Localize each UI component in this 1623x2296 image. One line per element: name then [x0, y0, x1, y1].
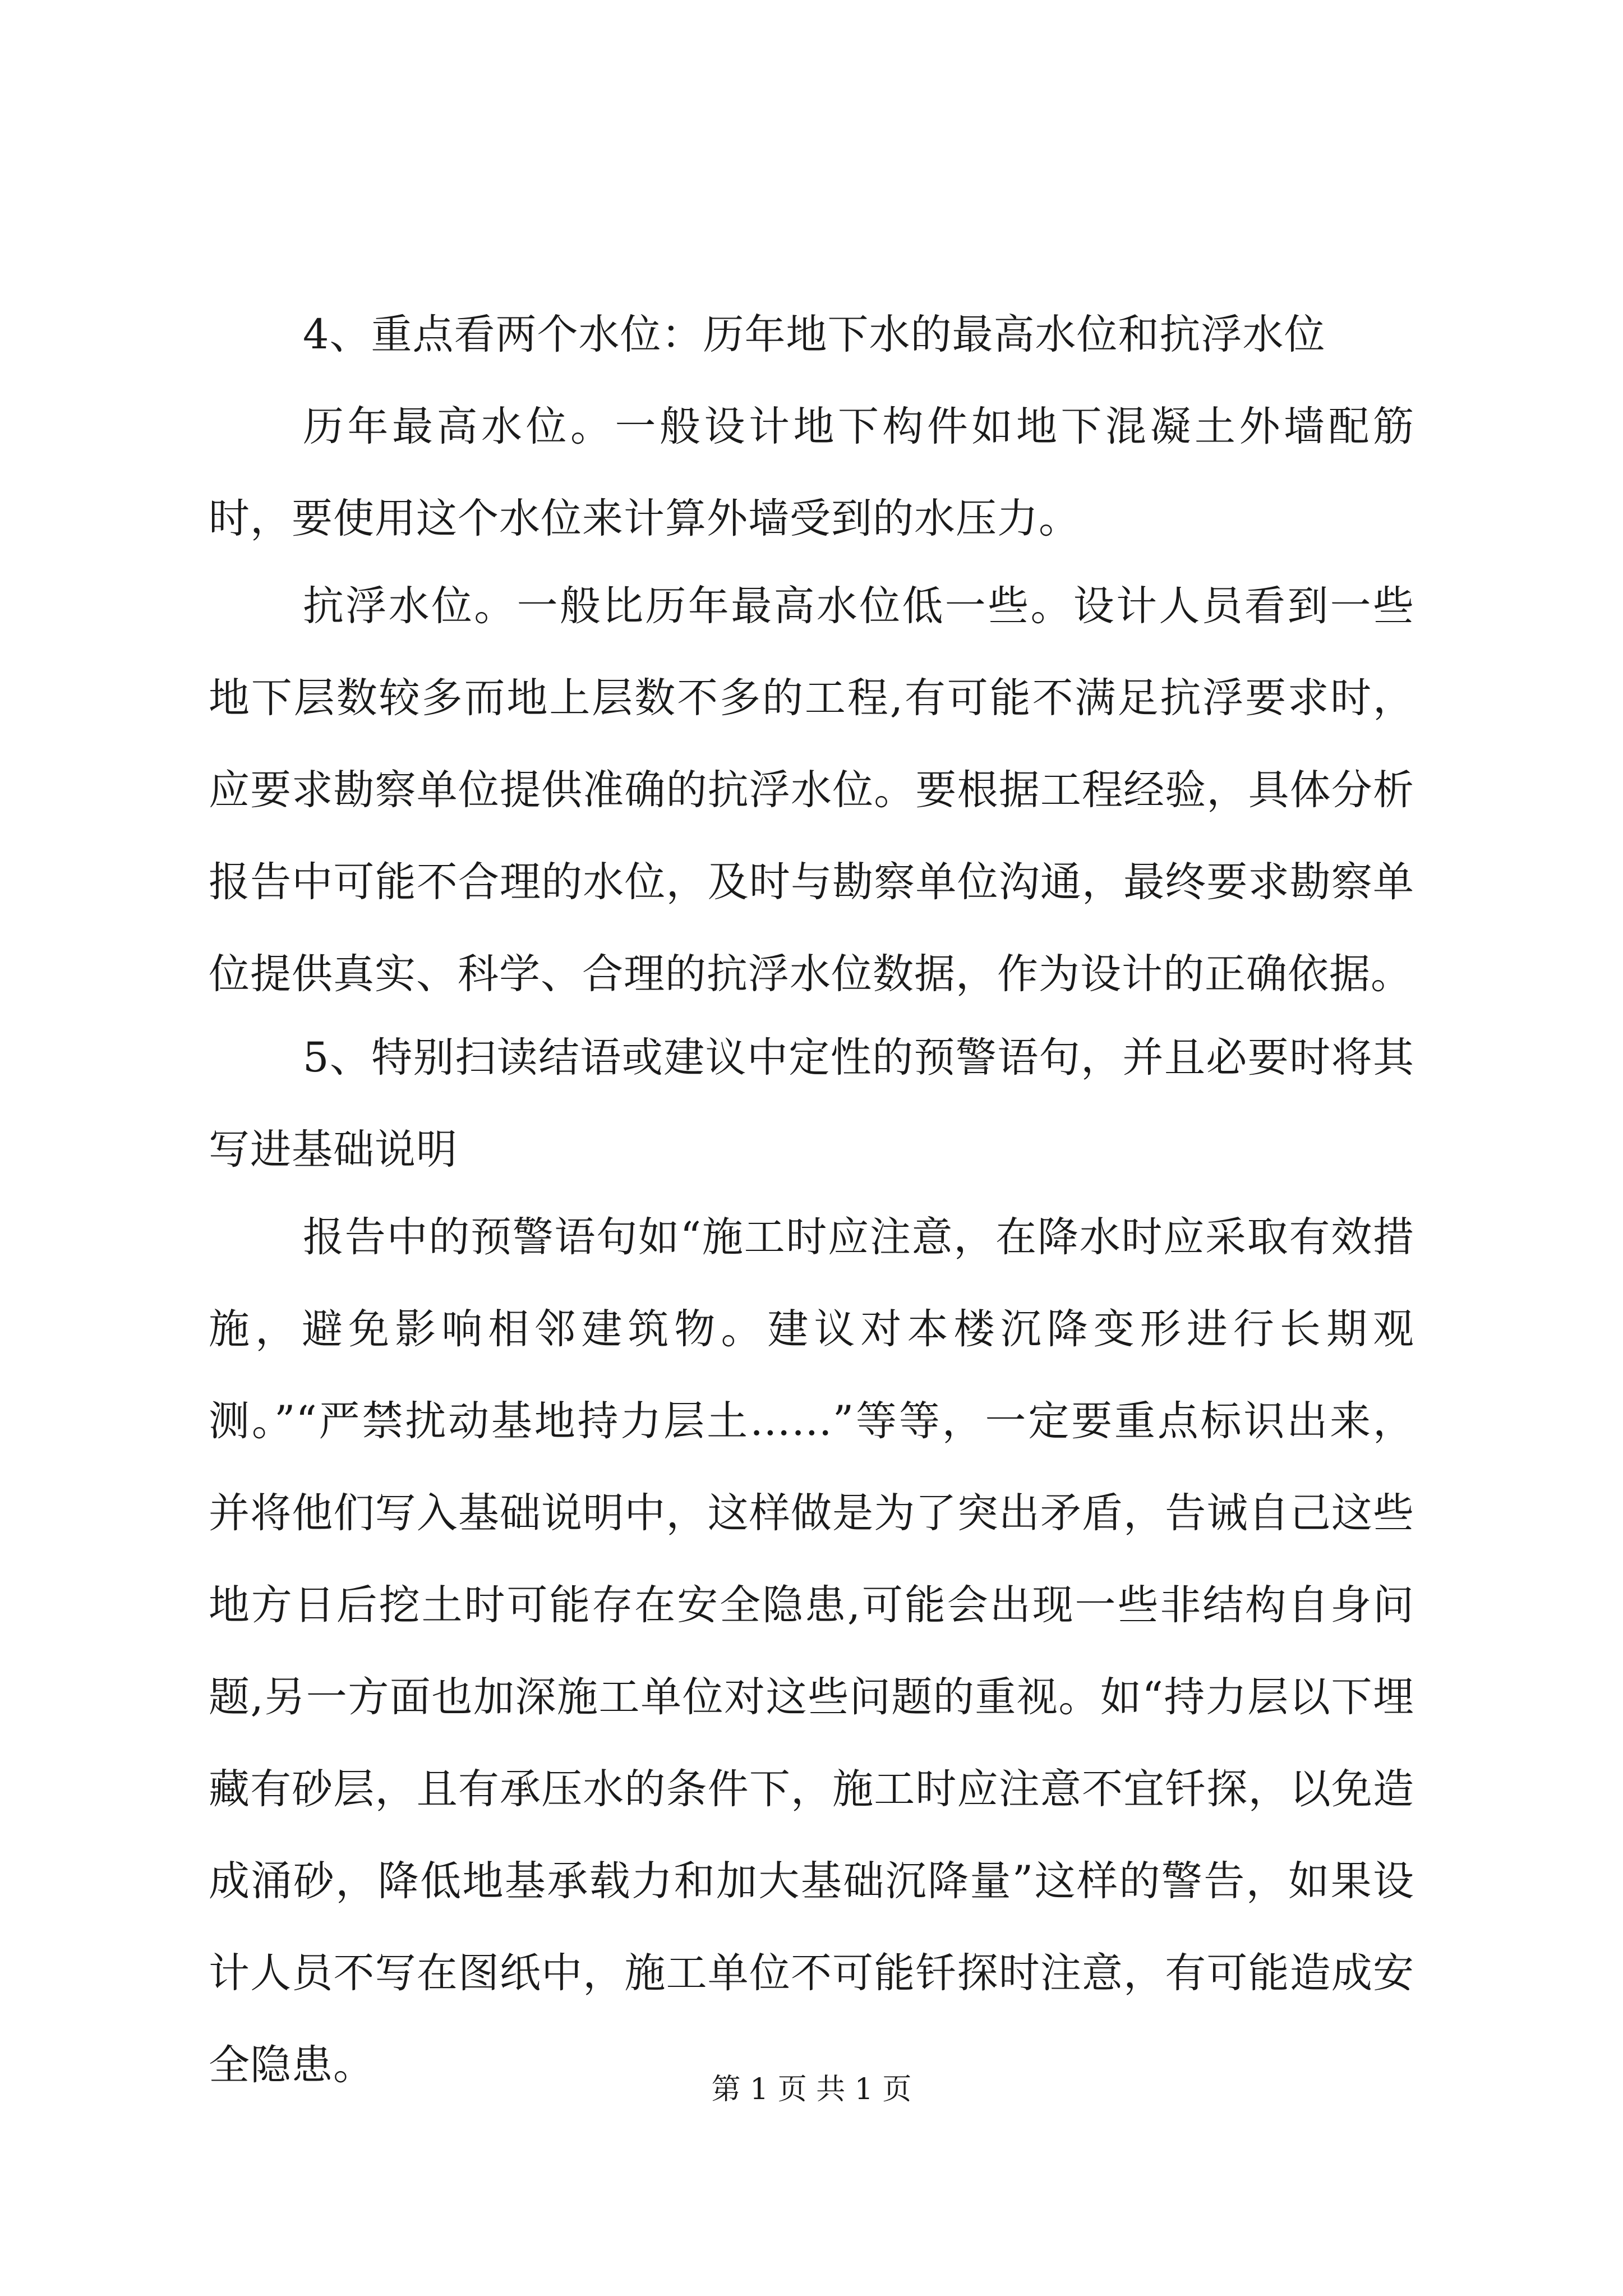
page-footer: 第 1 页 共 1 页: [711, 2073, 912, 2106]
paragraph-warning-statements: 报告中的预警语句如“施工时应注意，在降水时应采取有效措施，避免影响相邻建筑物。建议对本楼沉降变形进行长期观测。”“严禁扰动基地持力层土……”等等，一定要重点标识出来，并将他们写入基础说明中，这样做是为了突出矛盾，告诫自己这些地方日后挖土时可能存在安全隐患,可能会出现一些非结构自身问题,另一方面也加深施工单位对这些问题的重视。如“持力层以下埋藏有砂层，且有承压水的条件下，施工时应注意不宜钎探，以免造成涌砂，降低地基承载力和加大基础沉降量”这样的警告，如果设计人员不写在图纸中，施工单位不可能钎探时注意，有可能造成安全隐患。: [209, 1213, 1415, 2089]
paragraph-heading-4: 4、重点看两个水位：历年地下水的最高水位和抗浮水位: [303, 311, 1326, 358]
paragraph-heading-5: 5、特别扫读结语或建议中定性的预警语句，并且必要时将其写进基础说明: [209, 1034, 1414, 1174]
paragraph-anti-float-water-level: 抗浮水位。一般比历年最高水位低一些。设计人员看到一些地下层数较多而地上层数不多的工程,有可能不满足抗浮要求时，应要求勘察单位提供准确的抗浮水位。要根据工程经验，具体分析报告中可能不合理的水位，及时与勘察单位沟通，最终要求勘察单位提供真实、科学、合理的抗浮水位数据，作为设计的正确依据。: [209, 582, 1414, 998]
paragraph-highest-water-level: 历年最高水位。一般设计地下构件如地下混凝土外墙配筋时，要使用这个水位来计算外墙受到的水压力。: [209, 403, 1414, 542]
